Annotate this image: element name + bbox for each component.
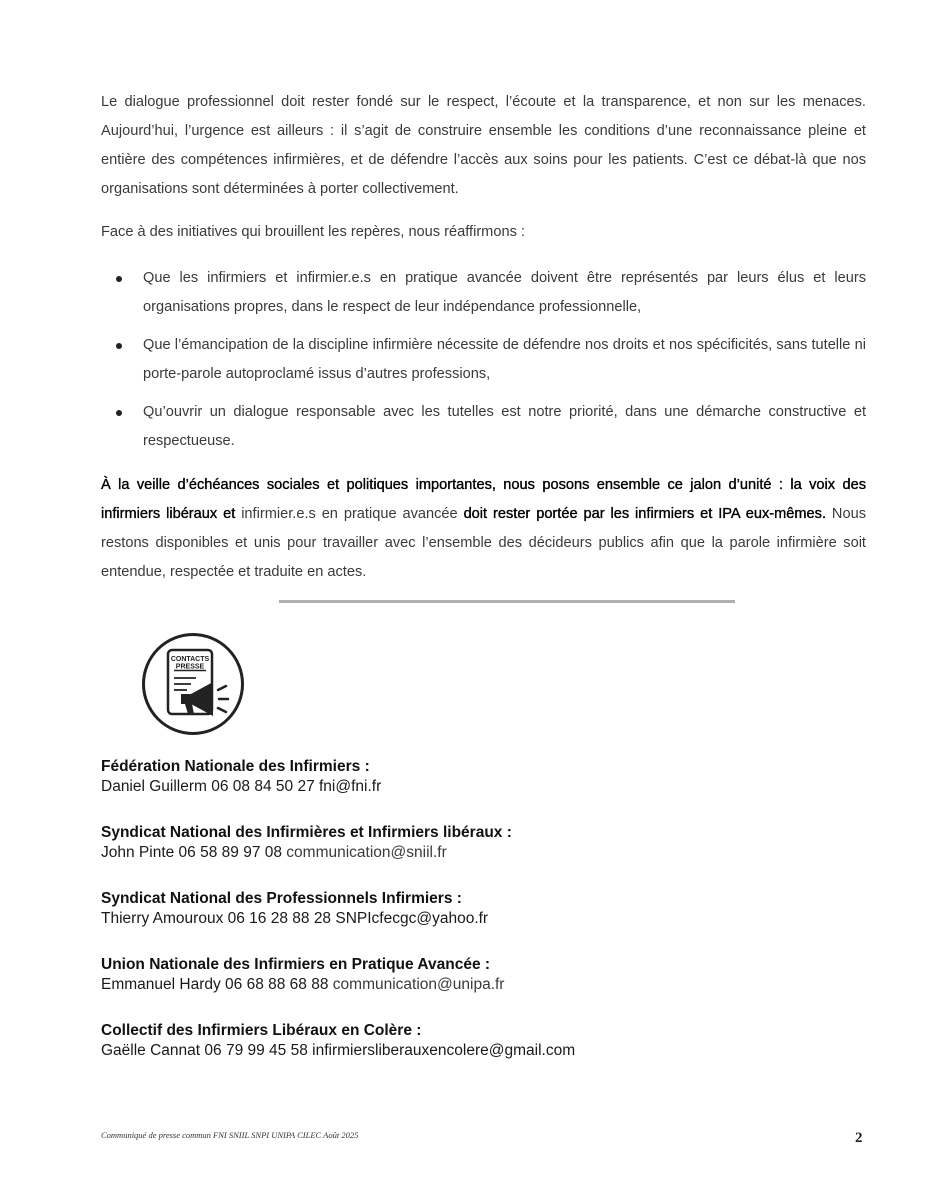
logo-text-contacts: CONTACTS bbox=[170, 656, 210, 663]
page-number: 2 bbox=[855, 1130, 863, 1146]
contact-organization: Union Nationale des Infirmiers en Pratique Avancée : bbox=[101, 956, 491, 973]
contact-organization: Collectif des Infirmiers Libéraux en Colère : bbox=[101, 1022, 422, 1039]
bullet-icon bbox=[116, 410, 122, 416]
contact-name-phone: Gaëlle Cannat 06 79 99 45 58 bbox=[101, 1042, 308, 1059]
contact-email[interactable]: fni@fni.fr bbox=[319, 778, 382, 795]
contact-name-phone: John Pinte 06 58 89 97 08 bbox=[101, 844, 282, 861]
contact-details bbox=[101, 1041, 801, 1061]
contact-organization: Fédération Nationale des Infirmiers : bbox=[101, 758, 370, 775]
contact-name-phone: Thierry Amouroux 06 16 28 88 28 bbox=[101, 910, 332, 927]
list-item-text: Que l’émancipation de la discipline infirmière nécessite de défendre nos droits et nos spécificités, sans tutelle ni porte-parole autoproclamé issus d’autres professions, bbox=[143, 337, 866, 382]
list-item bbox=[101, 331, 866, 389]
contact-details bbox=[101, 777, 801, 797]
contact-details bbox=[101, 909, 801, 929]
logo-text-presse: PRESSE bbox=[175, 663, 205, 671]
reaffirm-list bbox=[101, 264, 866, 465]
paragraph-dialogue: Le dialogue professionnel doit rester fondé sur le respect, l’écoute et la transparence, et non sur les menaces. Aujourd’hui, l’urgence est ailleurs : il s’agit de construire ensemble les conditions d’une reconnaissance pleine et entière des compétences infirmières, et de défendre l’accès aux soins pour les patients. C’est ce débat-là que nos organisations sont déterminées à porter collectivement. bbox=[101, 94, 866, 197]
bullet-icon bbox=[116, 276, 122, 282]
contact-details bbox=[101, 975, 801, 995]
contact-name-phone: Daniel Guillerm 06 08 84 50 27 bbox=[101, 778, 315, 795]
list-item bbox=[101, 264, 866, 322]
list-item-text: Que les infirmiers et infirmier.e.s en pratique avancée doivent être représentés par leurs élus et leurs organisations propres, dans le respect de leur indépendance professionnelle, bbox=[143, 270, 866, 315]
press-contacts bbox=[101, 757, 801, 1087]
contact-organization: Syndicat National des Infirmières et Infirmiers libéraux : bbox=[101, 824, 512, 841]
contact-details bbox=[101, 843, 801, 863]
contact-organization: Syndicat National des Professionnels Infirmiers : bbox=[101, 890, 462, 907]
contact-email[interactable]: communication@unipa.fr bbox=[332, 976, 505, 993]
conclusion-bold-2: doit rester portée par les infirmiers et IPA eux-mêmes. bbox=[463, 506, 827, 522]
contact-email[interactable]: infirmiersliberauxencolere@gmail.com bbox=[312, 1042, 576, 1059]
contact-cilec bbox=[101, 1021, 801, 1061]
section-divider bbox=[279, 600, 735, 603]
page-footer: Communiqué de presse commun FNI SNIIL SNPI UNIPA CILEC Août 2025 bbox=[101, 1130, 359, 1140]
contact-name-phone: Emmanuel Hardy 06 68 88 68 88 bbox=[101, 976, 329, 993]
contact-unipa bbox=[101, 955, 801, 995]
paragraph-reaffirm-intro: Face à des initiatives qui brouillent les repères, nous réaffirmons : bbox=[101, 224, 525, 240]
contact-fni bbox=[101, 757, 801, 797]
contact-snpi bbox=[101, 889, 801, 929]
conclusion-regular-2: Nous restons disponibles et unis pour travailler avec l’ensemble des décideurs publics afin que la parole infirmière soit entendue, respectée et traduite en actes. bbox=[101, 506, 866, 580]
list-item bbox=[101, 398, 866, 456]
list-item-text: Qu’ouvrir un dialogue responsable avec les tutelles est notre priorité, dans une démarche constructive et respectueuse. bbox=[143, 404, 866, 449]
bullet-icon bbox=[116, 343, 122, 349]
paragraph-conclusion bbox=[101, 471, 866, 587]
conclusion-bold-1: À la veille d’échéances sociales et politiques importantes, nous posons ensemble ce jalon d’unité : la voix des infirmiers libéraux et bbox=[101, 477, 866, 522]
contact-email[interactable]: SNPIcfecgc@yahoo.fr bbox=[335, 910, 489, 927]
conclusion-regular-1: infirmier.e.s en pratique avancée bbox=[241, 506, 458, 522]
contact-sniil bbox=[101, 823, 801, 863]
contact-email[interactable]: communication@sniil.fr bbox=[286, 844, 447, 861]
megaphone-document-icon bbox=[141, 632, 245, 736]
